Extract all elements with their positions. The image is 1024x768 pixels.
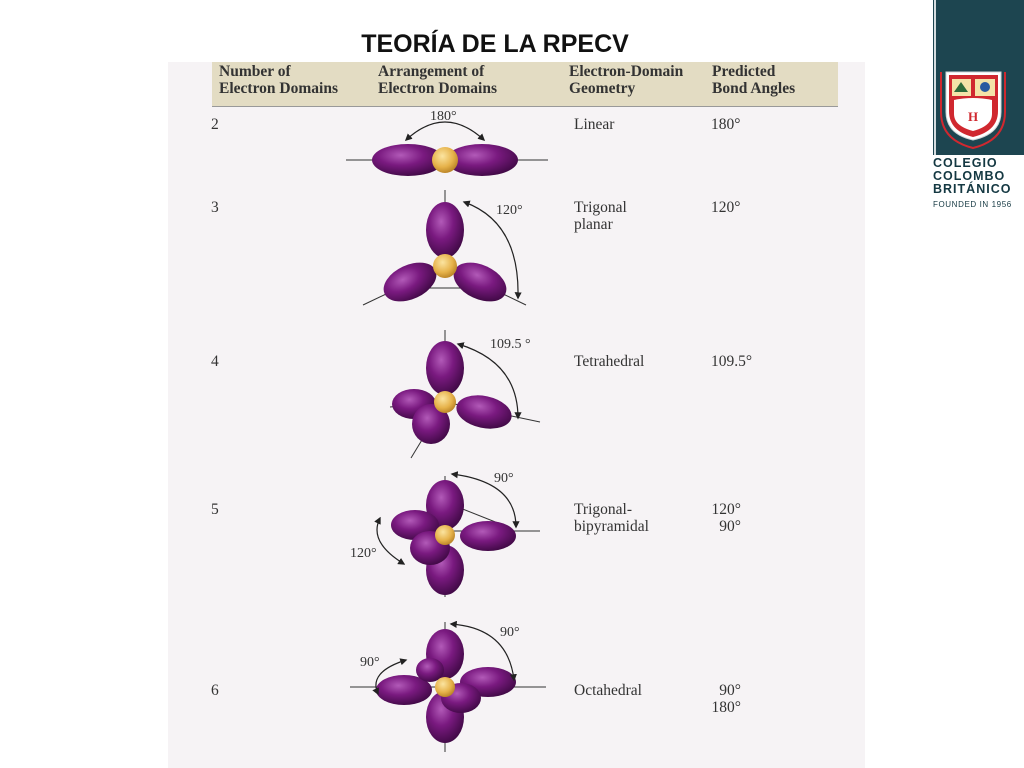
- row-6-geometry: Octahedral: [574, 682, 642, 699]
- octahedral-equatorial-angle-label: 90°: [360, 655, 380, 670]
- row-3-angles: 120°: [711, 199, 741, 216]
- row-3-geometry: Trigonal planar: [574, 199, 627, 233]
- vsepr-table-figure: [168, 62, 865, 768]
- tbp-axial-angle-label: 90°: [494, 471, 514, 486]
- header-bond-angles: Predicted Bond Angles: [712, 63, 796, 97]
- row-4-number: 4: [211, 353, 219, 370]
- orbital-diagrams: [168, 62, 865, 768]
- linear-angle-label: 180°: [430, 109, 457, 124]
- row-2-geometry: Linear: [574, 116, 615, 133]
- row-5-geometry: Trigonal- bipyramidal: [574, 501, 649, 535]
- octahedral-axial-angle-label: 90°: [500, 625, 520, 640]
- row-6-number: 6: [211, 682, 219, 699]
- linear-diagram: [346, 109, 548, 176]
- octahedral-diagram: [350, 622, 546, 752]
- logo-line-colombo: COLOMBO: [933, 169, 1006, 183]
- logo-founded: FOUNDED IN 1956: [933, 200, 1012, 209]
- logo-line-colegio: COLEGIO: [933, 156, 998, 170]
- tbp-equatorial-angle-label: 120°: [350, 546, 377, 561]
- tetrahedral-angle-label: 109.5 °: [490, 337, 531, 352]
- row-3-number: 3: [211, 199, 219, 216]
- row-2-angles: 180°: [711, 116, 741, 133]
- row-5-angles: 120° 90°: [711, 501, 741, 535]
- row-4-geometry: Tetrahedral: [574, 353, 645, 370]
- row-5-number: 5: [211, 501, 219, 518]
- row-4-angles: 109.5°: [711, 353, 753, 370]
- trigonal-bipyramidal-diagram: [350, 471, 540, 597]
- logo-line-britanico: BRITÁNICO: [933, 182, 1012, 196]
- slide-title: TEORÍA DE LA RPECV: [361, 30, 629, 58]
- row-2-number: 2: [211, 116, 219, 133]
- tetrahedral-diagram: [390, 330, 540, 458]
- header-arrangement: Arrangement of Electron Domains: [378, 63, 497, 97]
- trigonal-angle-label: 120°: [496, 203, 523, 218]
- row-6-angles: 90° 180°: [711, 682, 741, 716]
- header-geometry: Electron-Domain Geometry: [569, 63, 684, 97]
- header-electron-domains: Number of Electron Domains: [219, 63, 338, 97]
- trigonal-planar-diagram: [363, 190, 526, 309]
- svg-text:H: H: [967, 109, 979, 124]
